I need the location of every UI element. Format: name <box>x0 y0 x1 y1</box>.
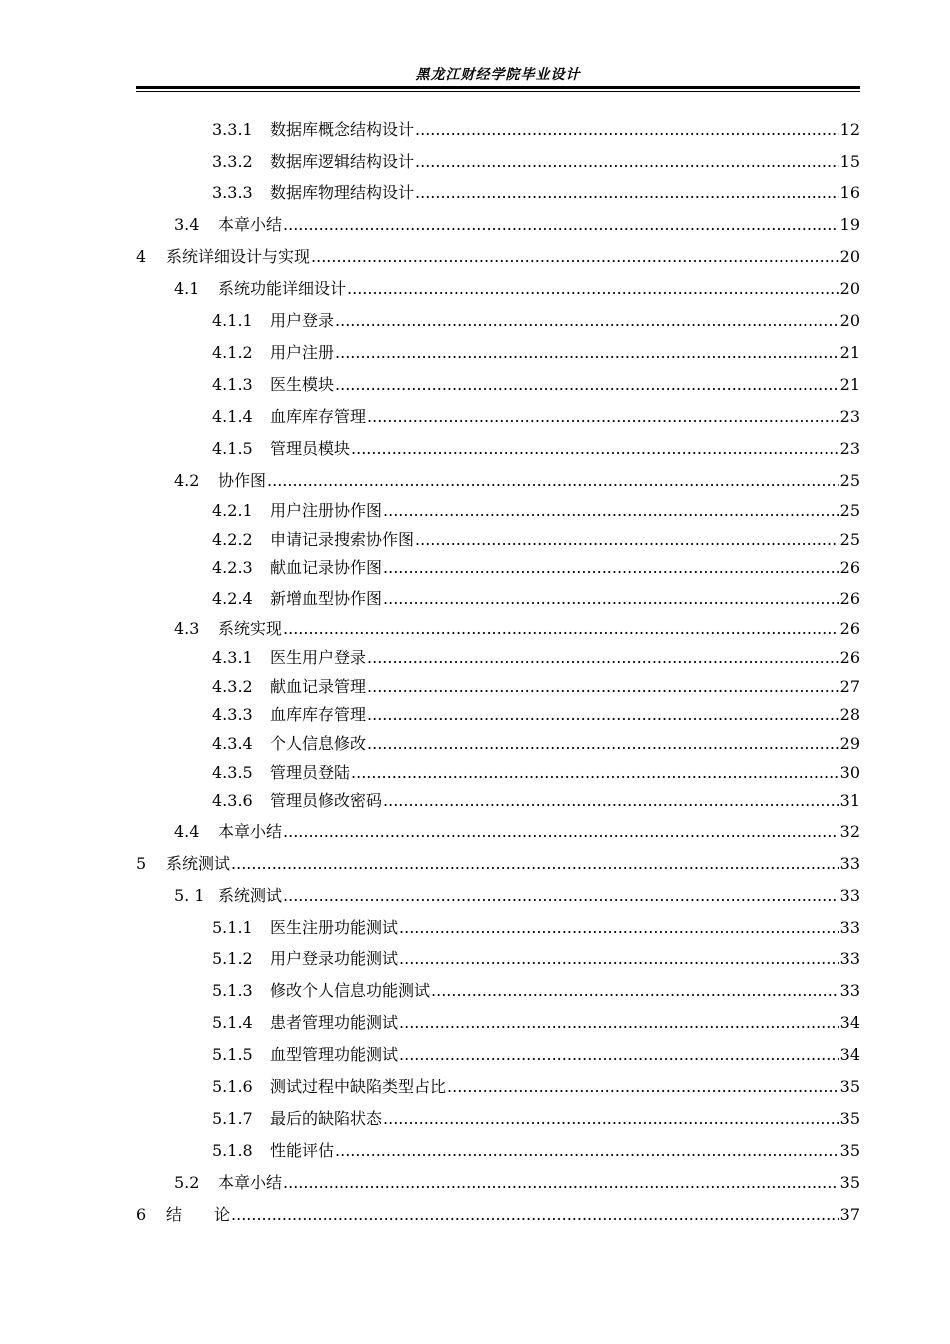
toc-entry-page: 16 <box>839 183 860 202</box>
toc-entry-number: 5.1.2 <box>212 949 253 968</box>
toc-entry-title: 医生模块 <box>270 375 335 394</box>
toc-entry-page: 35 <box>839 1109 860 1128</box>
toc-entry-page: 33 <box>839 949 860 968</box>
toc-entry-page: 33 <box>839 981 860 1000</box>
toc-entry-leader <box>367 407 839 427</box>
toc-entry-leader <box>383 1109 839 1129</box>
toc-entry-leader <box>367 648 839 668</box>
toc-entry[interactable] <box>0 407 860 427</box>
toc-entry-page: 20 <box>839 247 860 266</box>
toc-entry-title: 献血记录协作图 <box>270 558 383 577</box>
toc-entry[interactable] <box>0 886 860 906</box>
toc-entry-number: 6 <box>136 1205 147 1224</box>
toc-entry-leader <box>367 734 839 754</box>
toc-entry[interactable] <box>0 501 860 521</box>
toc-entry-title: 测试过程中缺陷类型占比 <box>270 1077 447 1096</box>
toc-entry[interactable] <box>0 763 860 783</box>
toc-entry-page: 25 <box>839 501 860 520</box>
toc-entry-title: 最后的缺陷状态 <box>270 1109 383 1128</box>
toc-entry-page: 23 <box>839 439 860 458</box>
toc-entry-leader <box>231 854 839 874</box>
toc-entry-number: 4.2.3 <box>212 558 253 577</box>
toc-entry-title: 系统测试 <box>218 886 283 905</box>
toc-entry-page: 23 <box>839 407 860 426</box>
toc-entry-title: 新增血型协作图 <box>270 589 383 608</box>
toc-entry-number: 5.1.6 <box>212 1077 253 1096</box>
toc-entry-title: 血库库存管理 <box>270 705 367 724</box>
toc-entry-leader <box>351 763 839 783</box>
toc-entry-page: 33 <box>839 854 860 873</box>
toc-entry[interactable] <box>0 279 860 299</box>
toc-entry-number: 5.1.5 <box>212 1045 253 1064</box>
toc-entry-title: 血库库存管理 <box>270 407 367 426</box>
toc-entry-title: 用户注册协作图 <box>270 501 383 520</box>
toc-entry-page: 27 <box>839 677 860 696</box>
toc-entry-number: 5. 1 <box>174 886 205 905</box>
toc-entry-title: 个人信息修改 <box>270 734 367 753</box>
toc-entry-page: 26 <box>839 619 860 638</box>
toc-entry-leader <box>267 471 839 491</box>
toc-entry-leader <box>347 279 839 299</box>
toc-entry[interactable] <box>0 1109 860 1129</box>
toc-entry-number: 3.3.1 <box>212 120 253 139</box>
toc-entry-title: 医生注册功能测试 <box>270 918 399 937</box>
toc-entry-page: 21 <box>839 375 860 394</box>
toc-entry-number: 5.1.1 <box>212 918 253 937</box>
toc-entry-page: 26 <box>839 558 860 577</box>
toc-entry[interactable] <box>0 589 860 609</box>
toc-entry[interactable] <box>0 1013 860 1033</box>
toc-entry-title: 管理员登陆 <box>270 763 351 782</box>
toc-entry-leader <box>283 215 839 235</box>
toc-entry[interactable] <box>0 791 860 811</box>
toc-entry-leader <box>283 822 839 842</box>
toc-entry-leader <box>367 705 839 725</box>
toc-entry-title: 数据库物理结构设计 <box>270 183 415 202</box>
toc-entry-page: 33 <box>839 918 860 937</box>
toc-entry-leader <box>335 1141 839 1161</box>
header-rule-thin <box>136 91 860 92</box>
toc-entry[interactable] <box>0 152 860 172</box>
toc-entry[interactable] <box>0 1205 860 1225</box>
toc-entry-leader <box>431 981 839 1001</box>
toc-entry[interactable] <box>0 120 860 140</box>
toc-entry-leader <box>415 120 839 140</box>
toc-entry[interactable] <box>0 705 860 725</box>
toc-entry-page: 35 <box>839 1141 860 1160</box>
toc-entry-number: 4.1.4 <box>212 407 253 426</box>
toc-entry-title: 本章小结 <box>218 215 283 234</box>
toc-entry-title: 修改个人信息功能测试 <box>270 981 431 1000</box>
toc-entry[interactable] <box>0 215 860 235</box>
toc-entry-title: 系统功能详细设计 <box>218 279 347 298</box>
toc-entry-page: 34 <box>839 1013 860 1032</box>
toc-entry-number: 3.3.2 <box>212 152 253 171</box>
toc-entry-number: 4.2 <box>174 471 200 490</box>
toc-entry-number: 4.1.3 <box>212 375 253 394</box>
toc-entry-page: 26 <box>839 648 860 667</box>
toc-entry-title: 血型管理功能测试 <box>270 1045 399 1064</box>
toc-entry-leader <box>335 311 839 331</box>
toc-entry-page: 20 <box>839 279 860 298</box>
toc-entry-title: 系统实现 <box>218 619 283 638</box>
toc-entry-leader <box>383 558 839 578</box>
toc-entry-leader <box>351 439 839 459</box>
toc-entry[interactable] <box>0 648 860 668</box>
toc-entry[interactable] <box>0 1045 860 1065</box>
toc-entry-title: 本章小结 <box>218 1173 283 1192</box>
toc-entry-page: 26 <box>839 589 860 608</box>
toc-entry[interactable] <box>0 343 860 363</box>
toc-entry-number: 4.3.5 <box>212 763 253 782</box>
toc-entry[interactable] <box>0 734 860 754</box>
toc-entry[interactable] <box>0 247 860 267</box>
toc-entry-page: 15 <box>839 152 860 171</box>
toc-entry-leader <box>283 619 839 639</box>
toc-entry-number: 4.1.1 <box>212 311 253 330</box>
toc-entry-title: 申请记录搜索协作图 <box>270 530 415 549</box>
toc-entry-page: 32 <box>839 822 860 841</box>
toc-entry-number: 4 <box>136 247 147 266</box>
toc-entry-leader <box>283 1173 839 1193</box>
toc-entry[interactable] <box>0 375 860 395</box>
toc-entry-title: 性能评估 <box>270 1141 335 1160</box>
toc-entry-leader <box>383 791 839 811</box>
toc-entry-page: 37 <box>839 1205 860 1224</box>
toc-entry-title: 用户登录功能测试 <box>270 949 399 968</box>
toc-entry[interactable] <box>0 981 860 1001</box>
toc-entry-leader <box>399 1013 839 1033</box>
toc-entry-number: 4.1 <box>174 279 200 298</box>
toc-entry-number: 3.3.3 <box>212 183 253 202</box>
toc-entry-leader <box>415 152 839 172</box>
toc-entry[interactable] <box>0 1077 860 1097</box>
toc-entry[interactable] <box>0 558 860 578</box>
toc-entry-title: 患者管理功能测试 <box>270 1013 399 1032</box>
toc-entry-number: 4.4 <box>174 822 200 841</box>
toc-entry-page: 25 <box>839 530 860 549</box>
toc-entry-page: 19 <box>839 215 860 234</box>
toc-entry-page: 30 <box>839 763 860 782</box>
toc-entry[interactable] <box>0 854 860 874</box>
toc-entry-page: 20 <box>839 311 860 330</box>
toc-entry[interactable] <box>0 439 860 459</box>
toc-entry-number: 4.1.2 <box>212 343 253 362</box>
toc-entry-page: 35 <box>839 1173 860 1192</box>
toc-entry-number: 4.2.2 <box>212 530 253 549</box>
toc-entry[interactable] <box>0 530 860 550</box>
toc-entry-page: 35 <box>839 1077 860 1096</box>
toc-entry-number: 4.3.2 <box>212 677 253 696</box>
toc-entry-leader <box>231 1205 839 1225</box>
toc-entry-leader <box>399 1045 839 1065</box>
toc-entry-leader <box>283 886 839 906</box>
toc-entry-page: 31 <box>839 791 860 810</box>
toc-entry-page: 28 <box>839 705 860 724</box>
toc-entry-title: 协作图 <box>218 471 267 490</box>
toc-entry[interactable] <box>0 949 860 969</box>
toc-entry[interactable] <box>0 822 860 842</box>
toc-entry[interactable] <box>0 677 860 697</box>
toc-entry-number: 4.2.4 <box>212 589 253 608</box>
toc-entry-title: 结 论 <box>166 1205 231 1224</box>
toc-entry-page: 29 <box>839 734 860 753</box>
toc-entry-number: 5.1.8 <box>212 1141 253 1160</box>
toc-entry[interactable] <box>0 471 860 491</box>
toc-entry-title: 数据库概念结构设计 <box>270 120 415 139</box>
toc-entry-leader <box>447 1077 839 1097</box>
header-rule-thick <box>136 86 860 89</box>
toc-entry-page: 25 <box>839 471 860 490</box>
toc-entry-leader <box>399 949 839 969</box>
toc-entry-number: 4.3.4 <box>212 734 253 753</box>
toc-entry-number: 3.4 <box>174 215 200 234</box>
toc-entry-leader <box>311 247 839 267</box>
toc-entry-title: 医生用户登录 <box>270 648 367 667</box>
toc-entry-title: 本章小结 <box>218 822 283 841</box>
toc-entry-number: 5.2 <box>174 1173 200 1192</box>
toc-entry[interactable] <box>0 918 860 938</box>
toc-entry-page: 34 <box>839 1045 860 1064</box>
toc-entry-leader <box>415 530 839 550</box>
toc-entry-page: 33 <box>839 886 860 905</box>
toc-entry-number: 4.3 <box>174 619 200 638</box>
toc-entry[interactable] <box>0 1141 860 1161</box>
page-header-title: 黑龙江财经学院毕业设计 <box>415 67 581 83</box>
toc-entry-title: 系统测试 <box>166 854 231 873</box>
toc-entry-number: 4.2.1 <box>212 501 253 520</box>
toc-entry-number: 5.1.7 <box>212 1109 253 1128</box>
toc-entry[interactable] <box>0 1173 860 1193</box>
toc-entry-leader <box>383 589 839 609</box>
toc-entry-title: 用户登录 <box>270 311 335 330</box>
toc-entry-number: 4.3.1 <box>212 648 253 667</box>
toc-entry-number: 5.1.3 <box>212 981 253 1000</box>
toc-entry-leader <box>399 918 839 938</box>
toc-entry-title: 用户注册 <box>270 343 335 362</box>
toc-entry-number: 5 <box>136 854 147 873</box>
toc-entry-title: 献血记录管理 <box>270 677 367 696</box>
toc-entry-title: 数据库逻辑结构设计 <box>270 152 415 171</box>
toc-entry-number: 5.1.4 <box>212 1013 253 1032</box>
toc-entry-number: 4.3.3 <box>212 705 253 724</box>
toc-entry[interactable] <box>0 183 860 203</box>
toc-entry-page: 21 <box>839 343 860 362</box>
toc-entry[interactable] <box>0 619 860 639</box>
toc-entry-title: 管理员模块 <box>270 439 351 458</box>
toc-entry-leader <box>415 183 839 203</box>
toc-entry-leader <box>383 501 839 521</box>
toc-entry-leader <box>367 677 839 697</box>
toc-entry-leader <box>335 343 839 363</box>
toc-entry-leader <box>335 375 839 395</box>
toc-entry-title: 系统详细设计与实现 <box>166 247 311 266</box>
toc-entry-number: 4.1.5 <box>212 439 253 458</box>
toc-entry-number: 4.3.6 <box>212 791 253 810</box>
toc-entry-page: 12 <box>839 120 860 139</box>
toc-entry[interactable] <box>0 311 860 331</box>
toc-entry-title: 管理员修改密码 <box>270 791 383 810</box>
